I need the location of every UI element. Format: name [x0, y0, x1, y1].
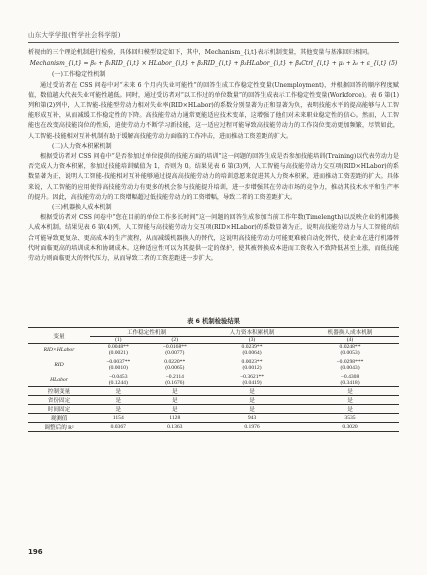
- row-label: RID: [54, 362, 64, 368]
- se-cell: (0.1244): [108, 380, 128, 386]
- coef-cell: 0.0220**: [164, 359, 186, 365]
- se-cell: (0.0419): [242, 380, 262, 386]
- control-cell: 是: [301, 387, 399, 396]
- coef-cell: −0.2114: [165, 374, 184, 380]
- se-cell: (0.1676): [165, 380, 185, 386]
- control-cell: 0.3020: [301, 423, 399, 432]
- control-label: 时间固定: [28, 405, 90, 414]
- control-cell: 0.1363: [147, 423, 204, 432]
- se-cell: (0.0065): [165, 365, 185, 371]
- paragraph-human-capital: 根据受访者对 CSS 问卷中“是否参加过单位提供的技能方面的培训”这一问题的回答生成是否参加技能培训(Training)以代表劳动力是否完成人力资本积累，参加过技能培训赋值为 1，否则为 0。结果见表 6 第(3)列，人工智能与高技能劳动力交互项(RID×HLabor)的系数显著为正，说明人工智能-技能相对互补能够通过提高高技能劳动力的培训意愿来促进其人力资本积累，进而推动工资差距的扩大。具体来说，人工智能的应用使得高技能劳动力有更多的机会参与技能提升培训，进一步增强其在劳动市场的竞争力，推动其技术水平和生产率的提升。因此，高技能劳动力的工资增幅超过低技能劳动力的工资增幅，导致二者的工资差距扩大。: [28, 153, 399, 201]
- se-cell: (0.0053): [340, 350, 360, 356]
- col-header-variable: 变量: [28, 328, 90, 344]
- se-cell: (0.0010): [108, 365, 128, 371]
- control-label: 调整后的 R²: [28, 423, 90, 432]
- article-body: [28, 48, 399, 264]
- paragraph-replacement-cost: 根据受访者对 CSS 问卷中“您在目前的单位工作多长时间”这一问题的回答生成参加当前工作年数(Timelength)以反映企业的机器换人成本机制。结果见表 6 第(4)列，人工智能与高技能劳动力交互项(RID×HLabor)的系数显著为正，说明高技能劳动力与人工智能的结合可能导致更复杂、更高成本的生产流程，从而减缓机器换人的替代，这说明高技能劳动力可能更难被自动化替代，使企业在进行机器替代时面临更高的培训成本和协调成本。这种适应性可以为其提供一定的保护，使其被替换成本进而工资收入不致降低甚至上涨，而低技能劳动力则面临更大的替代压力，从而导致二者的工资差距进一步扩大。: [28, 214, 399, 263]
- control-cell: 0.1976: [203, 423, 301, 432]
- table-title: 表 6 机制检验结果: [187, 318, 240, 325]
- se-cell: (0.0064): [242, 350, 262, 356]
- control-label: 观测值: [28, 414, 90, 423]
- control-cell: 是: [147, 387, 204, 396]
- coef-cell: 0.0023**: [241, 359, 263, 365]
- coef-cell: 0.0239**: [203, 344, 301, 351]
- section-heading-3: (三)机器换人成本机制: [52, 204, 112, 212]
- coef-cell: −0.0298***: [336, 359, 364, 365]
- control-cell: 是: [90, 405, 147, 414]
- col-num: (4): [346, 337, 354, 343]
- control-cell: 是: [301, 405, 399, 414]
- coef-cell: −0.0037**: [106, 359, 131, 365]
- se-cell: (0.0077): [165, 350, 185, 356]
- control-cell: 3535: [301, 414, 399, 423]
- group-header-1: 工作稳定性机制: [90, 328, 203, 337]
- control-cell: 是: [203, 405, 301, 414]
- se-cell: (0.3418): [340, 380, 360, 386]
- col-num: (3): [248, 337, 256, 343]
- control-label: 控制变量: [28, 387, 90, 396]
- paragraph-stability: 通过受访者在 CSS 问卷中对“未来 6 个月内失业可能性”的回答生成工作稳定性变量(Unemployment)，并根据回答的顺序程度赋值，数值越大代表失业可能性越低。同时，通过受访者对“以工作过的单位数量”的回答生成表示工作稳定性变量(Workforce)。表 6 第(1)列和第(2)列中，人工智能-技能型劳动力相对失业率(RID×HLabor)的系数分别显著为正和显著为负，表明技能水平的提高能够与人工智能形成互补，从而减缓工作稳定性的下降。高技能劳动力通常更能适应技术变革，这增强了他们对未来职业稳定性的信心。然而，人工智能也在改变高技能岗位的性质，迫使劳动力不断学习新技能，这一适应过程可能导致高技能劳动力的工作岗位变动更加频繁，尽管如此，人工智能-技能相对互补机制有助于缓解高技能劳动力面临的工作冲击，进而推动工资差距的扩大。: [28, 81, 399, 140]
- group-header-2: 人力资本积累机制: [203, 328, 301, 337]
- control-cell: 943: [203, 414, 301, 423]
- se-cell: (0.0012): [242, 365, 262, 371]
- row-label: HLabor: [50, 377, 68, 383]
- coef-cell: −0.3621**: [239, 374, 265, 380]
- coef-cell: 0.0248**: [301, 344, 399, 351]
- equation-5: Mechanism_{i,t} = β₀ + β₁RID_{i,t} × HLabor_{i,t} + β₂RID_{i,t} + β₃HLabor_{i,t} + β₄Ctrl_{i,t} + μᵢ + λₜ + ε_{i,t} (5): [29, 60, 398, 68]
- control-cell: 是: [301, 396, 399, 405]
- control-cell: 1128: [147, 414, 204, 423]
- header-rule: [28, 42, 399, 43]
- control-cell: 是: [90, 396, 147, 405]
- se-cell: (0.0043): [340, 365, 360, 371]
- control-cell: 1154: [90, 414, 147, 423]
- coef-cell: −0.4308: [340, 374, 360, 380]
- col-num: (1): [115, 337, 122, 343]
- control-cell: 是: [147, 405, 204, 414]
- row-label: RID×HLabor: [28, 344, 90, 357]
- mechanism-table: [28, 327, 399, 432]
- group-header-3: 机器换人成本机制: [301, 328, 399, 337]
- section-heading-2: (二)人力资本积累机制: [52, 142, 112, 150]
- control-cell: 0.0367: [90, 423, 147, 432]
- control-cell: 是: [203, 387, 301, 396]
- section-heading-1: (一)工作稳定性机制: [52, 71, 106, 79]
- se-cell: (0.0021): [108, 350, 128, 356]
- coef-cell: −0.0168**: [147, 344, 204, 351]
- control-label: 省份固定: [28, 396, 90, 405]
- coef-cell: 0.0048**: [90, 344, 147, 351]
- coef-cell: −0.0453: [108, 374, 128, 380]
- control-cell: 是: [90, 387, 147, 396]
- journal-header: 山东大学学报(哲学社会科学版): [28, 31, 121, 39]
- control-cell: 是: [203, 396, 301, 405]
- col-num: (2): [171, 337, 179, 343]
- control-cell: 是: [147, 396, 204, 405]
- page-number: 196: [28, 548, 43, 556]
- paragraph-intro: 析视由的三个理论机制进行检验，具体回归模型设定如下，其中，Mechanism_{i,t}表示机制变量，其他变量与基准回归相同。: [28, 49, 374, 56]
